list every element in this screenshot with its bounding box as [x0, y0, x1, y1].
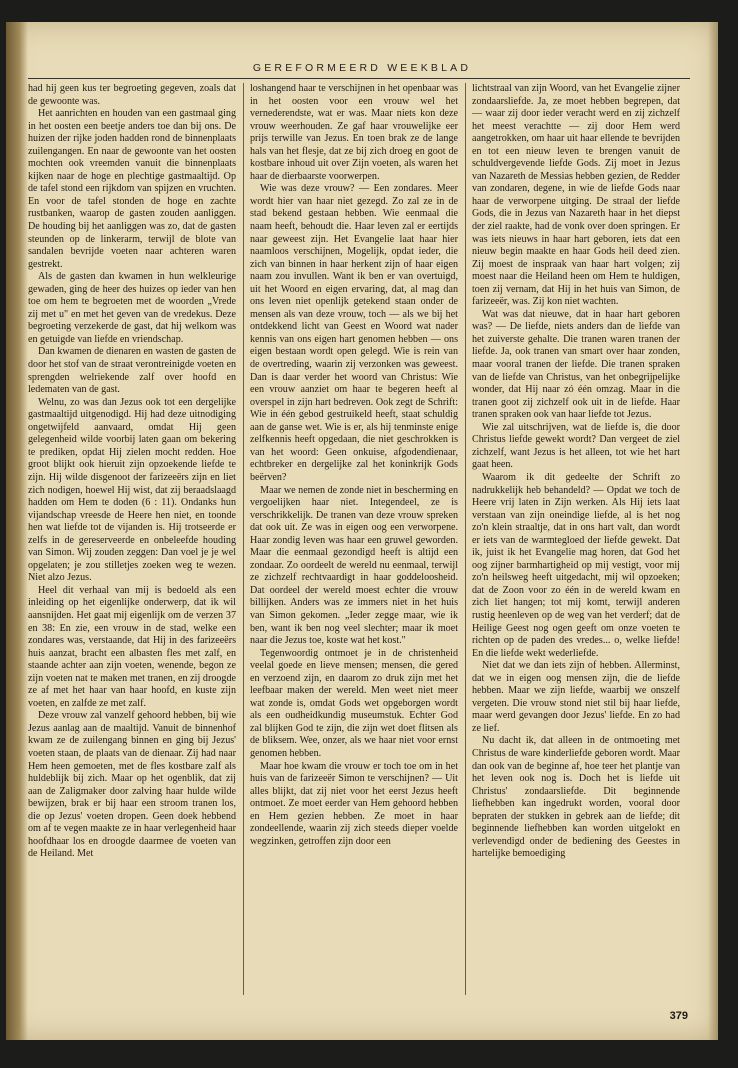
paragraph: lichtstraal van zijn Woord, van het Evangelie zijner zondaarsliefde. Ja, ze moet hebben begrepen, dat — waar zij door ieder veracht werd en zij zichzelf het meest verachtte — zij door Hem werd aangetrokken, om haar uit haar ellende te bevrijden en tot een nieuw leven te brengen vanuit de schuldvergevende liefde Gods. Zij moet in Jezus van Nazareth de Messias hebben gezien, de Redder van zondaren, degene, in wie de liefde Gods naar haar de verworpene uitging. De straal der liefde Gods, die in Jezus van Nazareth haar in het diepst der ziel raakte, had de vonk over doen springen. Er was iets nieuws in haar hart geboren, iets dat een nieuw begin maakte en haar Gods heil deed zien. Zij moest de inspraak van haar hart volgen; zij moest naar die Heiland heen om Hem te huldigen, toen zij vernam, dat Hij in het huis van Simon, de farizeeër, was. Zij kon niet wachten. — [472, 83, 680, 308]
paragraph: Waarom ik dit gedeelte der Schrift zo nadrukkelijk heb behandeld? — Opdat we toch de Heere vrij laten in Zijn werken. Als Hij iets laat verstaan van zijn oneindige liefde, al is het nog zo'n klein straaltje, dat in ons hart valt, dan wordt er iets van de warmtegloed der liefde gewekt. Dat ik, juist ik het Evangelie mag horen, dat God het oog zijner barmhartigheid op mij vestigt, voor mij zo'n heilsweg heeft uitgedacht, mij wil opzoeken; dat de Zoon voor zo één in de wereld kwam en zich liet hangen; tot mij komt, terwijl anderen rustig heenleven op de weg van het verderf; dat de Heilige Geest nog ogen geeft om onze voeten te richten op de paden des vredes... o, welke liefde! En die liefde wekt wederliefde. — [472, 471, 680, 659]
magazine-page — [6, 22, 718, 1040]
text-column-1 — [28, 83, 236, 995]
column-divider — [465, 83, 466, 995]
running-head: GEREFORMEERD WEEKBLAD — [252, 62, 472, 74]
paragraph: Heel dit verhaal van mij is bedoeld als een inleiding op het eigenlijke onderwerp, dat ik wil aansnijden. Het gaat mij eigenlijk om de verzen 37 en 38: En zie, een vrouw in de stad, welke een zondares was, verstaande, dat Hij in des farizeeërs huis aanzat, bracht een albasten fles met zalf, en staande achter aan zijn voeten, wenende, begon ze zijn voeten nat te maken met tranen, en zij droogde ze af met het haar van haar hoofd, en kuste zijn voeten, en zalfde ze met zalf. — [28, 584, 236, 709]
paragraph: Wat was dat nieuwe, dat in haar hart geboren was? — De liefde, niets anders dan de liefde van het zuiverste gehalte. Die tranen waren tranen der liefde. Ja, ook tranen van smart over haar zonden, maar vooral tranen der liefde. Die tranen spraken van de liefde van Christus, van het onbegrijpelijke wonder, dat Hij naar zó één omzag. Maar in die tranen goot zij zichzelf ook uit in de liefde. Haar tranen spraken ook van haar liefde tot Jezus. — [472, 308, 680, 421]
header-rule — [28, 78, 690, 79]
paragraph: loshangend haar te verschijnen in het openbaar was in het oosten voor een vrouw wel het vernederendste, wat er was. Maar niets kon deze vrouw weerhouden. Ze gaf haar vrouwelijke eer prijs terwille van Jezus. En toen brak ze de lange hals van het flesje, dat ze bij zich droeg en goot de kostbare inhoud uit over Zijn voeten, als waren het haar de dierbaarste voorwerpen. — [250, 83, 458, 182]
paragraph: Nu dacht ik, dat alleen in de ontmoeting met Christus de ware kinderliefde geboren wordt. Maar dan ook van de beginne af, hoe teer het plantje van het leven ook nog is. Doch het is liefde uit Christus' zondaarsliefde. Dit beginnende liefhebben kan ingedrukt worden, vooral door bepraten der stukken in gebrek aan de liefde; dit beginnende liefhebben kan worden uitgelokt en verlevendigd onder de bediening des Geestes in hartelijke bemoediging — [472, 735, 680, 860]
paragraph: Tegenwoordig ontmoet je in de christenheid veelal goede en lieve mensen; mensen, die gered en verzoend zijn, en daarom zo druk zijn met het leefbaar maken der wereld. Men weet niet meer wat zonde is, omdat Gods wet opgeborgen wordt als een oudheidkundig museumstuk. Echter God zal blijken God te zijn, die zijn wet doet flitsen als de bliksem. Wee, onzer, als we haar niet voor ernst genomen hebben. — [250, 647, 458, 759]
text-column-3 — [472, 83, 680, 995]
paragraph: Het aanrichten en houden van een gastmaal ging in het oosten een beetje anders toe dan bij ons. De huizen der rijke joden hadden rond de binnenplaats zuilengangen. En naar de gewoonte van het oosten mochten ook vreemden vanuit die binnenplaats kijken naar de hoge en plechtige gastmaaltijd. Op de tafel stond een rijkdom van spijzen en vruchten. En voor de tafel stonden de hoge en zachte rustbanken, waarop de gasten zouden aanliggen. De houding bij het aanliggen was zo, dat de gasten steunden op de linkerarm, terwijl de blote van sandalen bevrijde voeten naar achteren waren gestrekt. — [28, 108, 236, 270]
page-number: 379 — [669, 1010, 688, 1022]
paragraph: Deze vrouw zal vanzelf gehoord hebben, bij wie Jezus aanlag aan de maaltijd. Vanuit de binnenhof kwam ze de zuilengang binnen en ging bij Jezus' voeten staan, de plaats van de dienaar. Zij had naar Hem heen gemoeten, met de fles kostbare zalf als huldeblijk bij zich. Maar op het ogenblik, dat zij aan de Zaligmaker door zalving haar hulde wilde bewijzen, brak er bij haar een stroom tranen los, die op Jezus' voeten dropen. Geen doek hebbend om af te vegen maakte ze in haar verlegenheid haar hoofdhaar los en droogde daarmee de voeten van de Heiland. Met — [28, 710, 236, 860]
paragraph: Niet dat we dan iets zijn of hebben. Allerminst, dat we in eigen oog mensen zijn, die de liefde hebben. Maar we zijn liefde, waarbij we onszelf vergeten. Die vrouw stond niet stil bij haar liefde, maar werd gevangen door Jezus' liefde. En zo had ze lief. — [472, 660, 680, 734]
page-edge-shadow — [708, 22, 718, 1040]
paragraph: Maar we nemen de zonde niet in bescherming en vergoelijken haar niet. Integendeel, ze is verschrikkelijk. De tranen van deze vrouw spreken dat ook uit. Ze was in eigen oog een verworpene. Haar zondig leven was haar een gruwel geworden. Maar die eenmaal gezondigd heeft is altijd een zondaar. Zo oordeelt de wereld nu eenmaal, terwijl ze zichzelf rechtvaardigt in haar goddeloosheid. Dat oordeel der wereld moest echter die vrouw billijken. Anders was ze immers niet in het huis van Simon gekomen. „Ieder zegge maar, wie ik ben, want ik ben nog veel slechter; maar ik moet naar die Jezus toe, koste wat het kost." — [250, 484, 458, 647]
paragraph: had hij geen kus ter begroeting gegeven, zoals dat de gewoonte was. — [28, 83, 236, 107]
page-binding-shadow — [6, 22, 28, 1040]
paragraph: Maar hoe kwam die vrouw er toch toe om in het huis van de farizeeër Simon te verschijnen? — Uit alles blijkt, dat zij niet voor het eerst Jezus heeft ontmoet. Ze moet eerder van Hem gehoord hebben en Hem gezien hebben. Ze moet in haar zondeellende, waarin zij zich steeds dieper voelde wegzinken, getroffen zijn door een — [250, 760, 458, 847]
paragraph: Dan kwamen de dienaren en wasten de gasten de door het stof van de straat verontreinigde voeten en sprengden welriekende zalf over hoofd en ledematen van de gast. — [28, 346, 236, 396]
text-column-2 — [250, 83, 458, 995]
paragraph: Welnu, zo was dan Jezus ook tot een dergelijke gastmaaltijd uitgenodigd. Hij had deze uitnodiging ongetwijfeld aanvaard, omdat Hij geen gelegenheid wilde voorbij laten gaan om bekering te prediken, opdat Hij zielen mocht redden. Hoe groot blijkt ook hieruit zijn opzoekende liefde te zijn. Hij wilde disgenoot der farizeeërs zijn en liet zich nodigen, hoewel Hij wist, dat zij beraadslaagd hadden om Hem te doden (6 : 11). Ondanks hun vijandschap vreesde de Heere hen niet, en toonde hen wat liefde tot de vijanden is. Hij trotseerde er zelfs in de gereserveerde en onbeleefde houding van Simon. Wij zouden zeggen: Dan voel je je wel opgelaten; je zou stilletjes zoeken weg te wezen. Niet alzo Jezus. — [28, 396, 236, 584]
paragraph: Wie was deze vrouw? — Een zondares. Meer wordt hier van haar niet gezegd. Zo zal ze in de stad bekend gestaan hebben. Wie eenmaal die naam heeft, behoudt die. Haar leven zal er eertijds naar geweest zijn. Het Evangelie laat haar hier naamloos verschijnen, Mogelijk, opdat ieder, die zich van binnen in haar herkent zijn of haar eigen naam zou invullen. Want ik ben er van overtuigd, uit het Woord en eigen ervaring, dat, al mag dan ons leven niet openlijk getekend staan onder de mensen als van deze vrouw, toch — als we bij het ontdekkend licht van Geest en Woord wat nader kennis van ons eigen hart genomen hebben — ons eigen bestaan wordt open gelegd. Wie is rein van de overtreding, waarin zij verzonken was geweest. Dan is daar verder het woord van Christus: Wie een vrouw aanziet om haar te begeren heeft al overspel in zijn hart bedreven. Ook zegt de Schrift: Wie in één gebod gestruikeld heeft, staat schuldig aan de ganse wet. Wie is er, als hij tenminste enige zelfkennis heeft opgedaan, die niet geschrokken is van het woord: Geen onkuise, afgodendienaar, echtbreker en dergelijke zal het koninkrijk Gods beërven? — [250, 183, 458, 483]
paragraph: Als de gasten dan kwamen in hun welkleurige gewaden, ging de heer des huizes op ieder van hen toe om hem te begroeten met de woorden „Vrede zij met u" en met het geven van de vredekus. Deze begroeting verzekerde de gast, dat hij welkom was en getuigde van liefde en vriendschap. — [28, 271, 236, 345]
paragraph: Wie zal uitschrijven, wat de liefde is, die door Christus liefde gewekt wordt? Dan vergeet de ziel zichzelf, want Jezus is het alleen, tot wie het hart gaat heen. — [472, 421, 680, 471]
column-divider — [243, 83, 244, 995]
